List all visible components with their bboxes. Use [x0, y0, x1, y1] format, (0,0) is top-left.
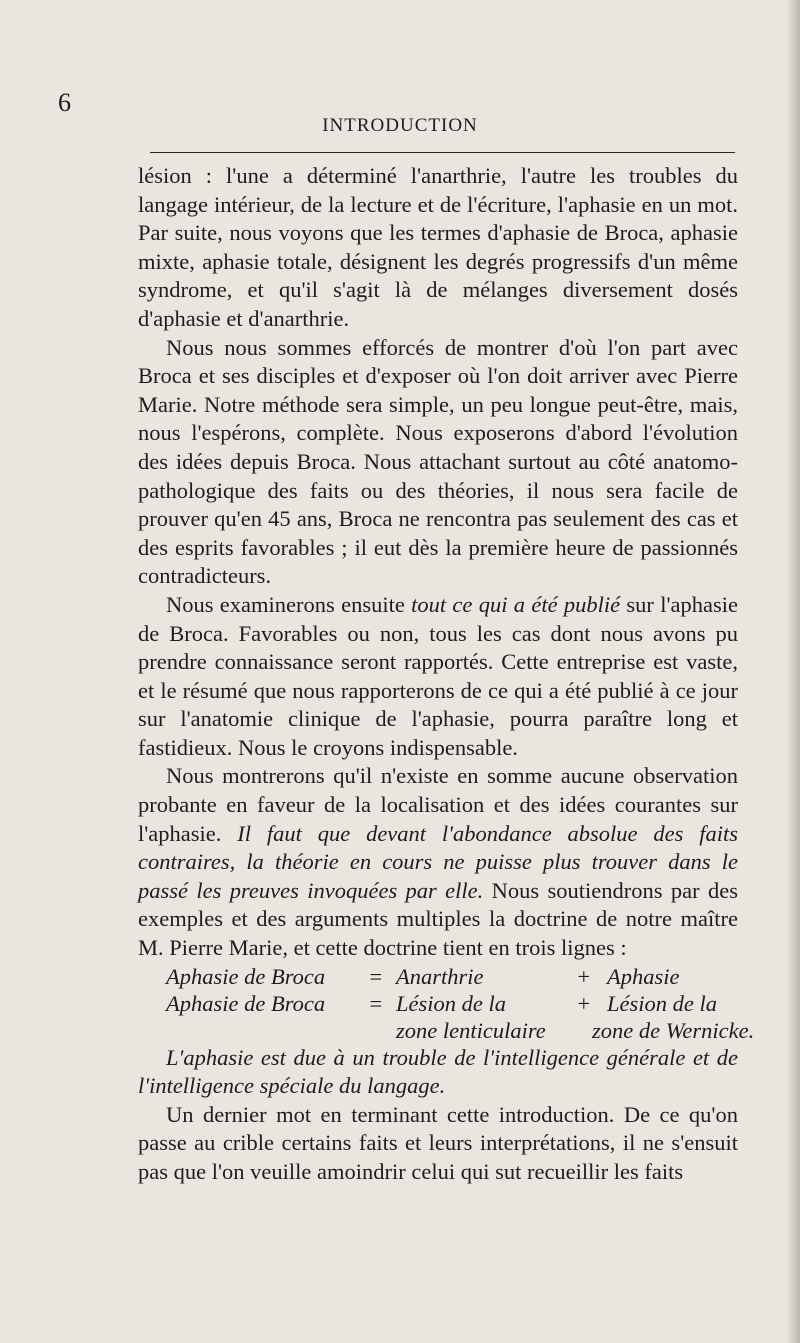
paragraph-1: lésion : l'une a déterminé l'anarthrie, l'autre les troubles du langage intérieur, de la lecture et de l'écriture, l'aphasie en un mot. Par suite, nous voyons que les termes d'aphasie de Broca, aphasie mixte, aphasie totale, désignent les degrés progressifs d'un même syndrome, et qu'il s'agit là de mélanges diversement dosés d'aphasie et d'anarthrie. [138, 163, 738, 331]
page-number: 6 [58, 88, 71, 117]
paragraph-3-italic: tout ce qui a été publié [411, 591, 621, 617]
formula-row3-term: zone lenticulaire [396, 1017, 546, 1043]
formula-row2-term: Lésion de la [396, 990, 506, 1016]
paragraph-3-text-b: sur l'aphasie de Broca. Favorables ou non, tous les cas dont nous avons pu prendre connaissance seront rapportés. Cette entreprise est vaste, et le résumé que nous rapporterons de ce qui a été publié à ce jour sur l'anatomie clinique de l'aphasie, pourra paraître long et fastidieux. Nous le croyons indispensable. [138, 591, 738, 760]
formula-row1-term: Anarthrie [396, 963, 484, 989]
formula-row2-plus: + [576, 990, 592, 1016]
paragraph-4-text-b: Nous soutiendrons par des exemples et des arguments multiples la doctrine de notre maître M. Pierre Marie, et cette doctrine tient en trois lignes : [138, 877, 738, 961]
paragraph-6: Un dernier mot en terminant cette introduction. De ce qu'on passe au crible certains faits et leurs interprétations, il ne s'ensuit pas que l'on veuille amoindrir celui qui sut recueillir les faits [138, 1101, 738, 1184]
paragraph-5-italic: L'aphasie est due à un trouble de l'intelligence générale et de l'intelligence spéciale du langage. [138, 1044, 738, 1099]
formula-row2-equals: = [368, 990, 384, 1016]
formula-row2-right: Lésion de la [607, 990, 717, 1016]
header-rule [150, 152, 735, 153]
paragraph-4 [138, 762, 738, 962]
paragraph-5 [138, 1044, 738, 1101]
paragraph-3-text-a: Nous examinerons ensuite [166, 591, 412, 617]
paragraph-2: Nous nous sommes efforcés de montrer d'où l'on part avec Broca et ses disciples et d'exposer où l'on doit arriver avec Pierre Marie. Notre méthode sera simple, un peu longue peut-être, mais, nous l'espérons, complète. Nous exposerons d'abord l'évolution des idées depuis Broca. Nous attachant surtout au côté anatomo-pathologique des faits ou des théories, il nous sera facile de prouver qu'en 45 ans, Broca ne rencontra pas seulement des cas et des esprits favorables ; il eut dès la première heure de passionnés contradicteurs. [138, 334, 738, 589]
formula-row2-left: Aphasie de Broca [166, 990, 326, 1016]
formula-row1-right: Aphasie [607, 963, 680, 989]
paragraph-4-text-a: Nous montrerons qu'il n'existe en somme aucune observation probante en faveur de la localisation et des idées courantes sur l'aphasie. [138, 763, 738, 846]
formula-row1-left: Aphasie de Broca [166, 963, 326, 989]
paragraph-3 [138, 591, 738, 763]
formula-row1-equals: = [368, 963, 384, 989]
formula-row1-plus: + [576, 963, 592, 989]
page-edge-shadow [786, 0, 800, 1343]
doctrine-formula [138, 963, 755, 1044]
formula-row3-right: zone de Wernicke. [592, 1017, 755, 1043]
body-text [138, 162, 755, 1187]
running-head: INTRODUCTION [322, 115, 478, 136]
paragraph-4-italic: Il faut que devant l'abondance absolue des faits contraires, la théorie en cours ne puisse plus trouver dans le passé les preuves invoquées par elle. [138, 820, 738, 903]
